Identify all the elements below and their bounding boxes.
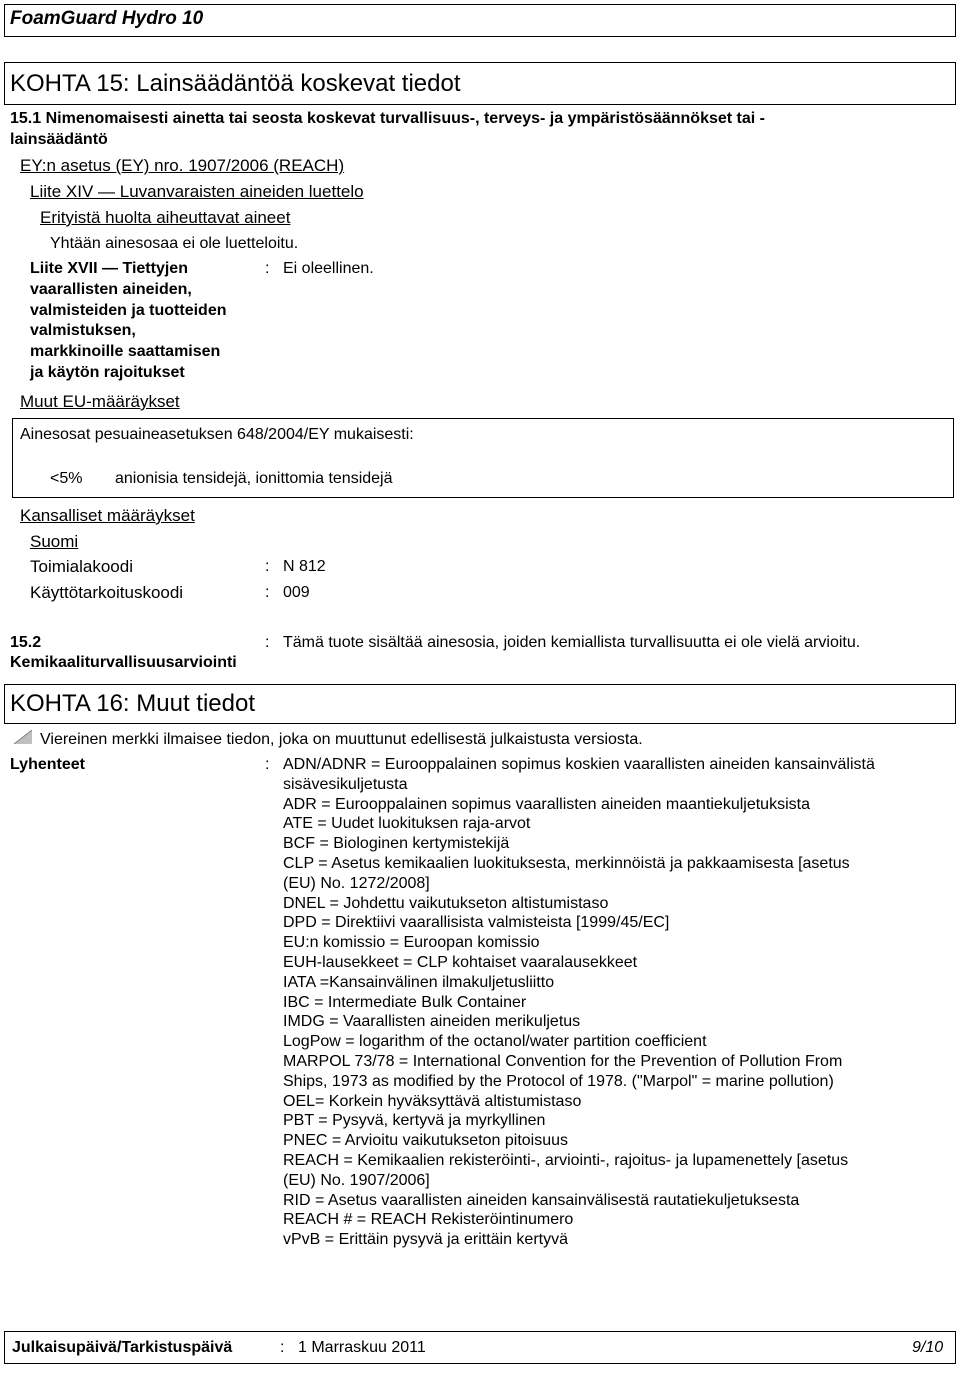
abbreviation-item: DPD = Direktiivi vaarallisista valmisteista [1999/45/EC]	[283, 914, 670, 932]
use-code-value: 009	[283, 584, 310, 601]
abbreviation-item: PBT = Pysyvä, kertyvä ja myrkyllinen	[283, 1112, 546, 1130]
abbreviation-item: REACH # = REACH Rekisteröintinumero	[283, 1211, 574, 1229]
abbreviations-list	[283, 755, 953, 1250]
abbreviation-item: (EU) No. 1907/2006]	[283, 1171, 430, 1189]
abbreviation-item: PNEC = Arvioitu vaikutukseton pitoisuus	[283, 1132, 569, 1150]
section15-title: KOHTA 15: Lainsäädäntöä koskevat tiedot	[10, 70, 461, 97]
abbreviations-label: Lyhenteet	[10, 756, 85, 773]
abbreviation-item: ADR = Eurooppalainen sopimus vaarallisten aineiden maantiekuljetuksista	[283, 795, 810, 813]
abbreviation-item: MARPOL 73/78 = International Convention for the Prevention of Pollution From	[283, 1052, 843, 1070]
annex17-label-line: valmisteiden ja tuotteiden	[30, 302, 227, 319]
annex17-value: Ei oleellinen.	[283, 260, 374, 277]
abbreviation-item: ADN/ADNR = Eurooppalainen sopimus koskien vaarallisten aineiden kansainvälistä	[283, 756, 875, 773]
page-number: 9/10	[912, 1339, 944, 1356]
use-code-label: Käyttötarkoituskoodi	[30, 583, 184, 602]
annex17-label-line: ja käytön rajoitukset	[30, 364, 185, 381]
abbreviation-item: sisävesikuljetusta	[283, 775, 408, 793]
abbreviation-item: EUH-lausekkeet = CLP kohtaiset vaaralausekkeet	[283, 953, 638, 971]
footer-date-label: Julkaisupäivä/Tarkistuspäivä	[12, 1339, 233, 1356]
abbreviation-item: OEL= Korkein hyväksyttävä altistumistaso	[283, 1092, 582, 1110]
annex17-label-line: vaarallisten aineiden,	[30, 281, 192, 298]
abbreviation-item: ATE = Uudet luokituksen raja-arvot	[283, 815, 531, 833]
annex17-label-line: valmistuksen,	[30, 322, 136, 339]
annex17-label-line: Liite XVII — Tiettyjen	[30, 260, 188, 277]
abbreviation-item: IMDG = Vaarallisten aineiden merikuljetus	[283, 1013, 581, 1031]
detergent-text: anionisia tensidejä, ionittomia tensidejä	[115, 470, 393, 487]
country-heading: Suomi	[30, 532, 79, 551]
abbreviation-item: REACH = Kemikaalien rekisteröinti-, arviointi-, rajoitus- ja lupamenettely [asetus	[283, 1151, 849, 1169]
footer-colon: :	[280, 1339, 285, 1356]
abbreviation-item: vPvB = Erittäin pysyvä ja erittäin kertyvä	[283, 1231, 568, 1249]
industry-code-colon: :	[265, 558, 270, 575]
footer-date-value: 1 Marraskuu 2011	[298, 1339, 426, 1356]
annex17-colon: :	[265, 260, 270, 277]
subsection-15-1-line1: 15.1 Nimenomaisesti ainetta tai seosta koskevat turvallisuus-, terveys- ja ympäristösäännökset tai -	[10, 110, 765, 127]
section16-title: KOHTA 16: Muut tiedot	[10, 690, 256, 717]
annex14-heading: Liite XIV — Luvanvaraisten aineiden luettelo	[30, 182, 364, 201]
abbreviation-item: IATA =Kansainvälinen ilmakuljetusliitto	[283, 973, 555, 991]
abbreviation-item: EU:n komissio = Euroopan komissio	[283, 934, 540, 952]
abbreviation-item: Ships, 1973 as modified by the Protocol of 1978. ("Marpol" = marine pollution)	[283, 1072, 834, 1090]
abbreviation-item: LogPow = logarithm of the octanol/water partition coefficient	[283, 1033, 707, 1051]
abbreviations-colon: :	[265, 756, 270, 773]
product-name: FoamGuard Hydro 10	[10, 8, 204, 29]
csa-label-line2: Kemikaaliturvallisuusarviointi	[10, 654, 237, 671]
industry-code-value: N 812	[283, 558, 326, 575]
svhc-heading: Erityistä huolta aiheuttavat aineet	[40, 208, 291, 227]
csa-colon: :	[265, 634, 270, 651]
abbreviation-item: (EU) No. 1272/2008]	[283, 874, 430, 892]
abbreviation-item: BCF = Biologinen kertymistekijä	[283, 835, 510, 853]
abbreviation-item: RID = Asetus vaarallisten aineiden kansainvälisestä rautatiekuljetuksesta	[283, 1191, 800, 1209]
svhc-value: Yhtään ainesosaa ei ole luetteloitu.	[50, 235, 299, 252]
abbreviation-item: IBC = Intermediate Bulk Container	[283, 993, 527, 1011]
annex17-label-line: markkinoille saattamisen	[30, 343, 221, 360]
national-heading: Kansalliset määräykset	[20, 506, 195, 525]
abbreviation-item: DNEL = Johdettu vaikutukseton altistumistaso	[283, 894, 609, 912]
detergent-heading: Ainesosat pesuaineasetuksen 648/2004/EY mukaisesti:	[20, 426, 414, 443]
change-note: Viereinen merkki ilmaisee tiedon, joka on muuttunut edellisestä julkaistusta versiosta.	[40, 731, 643, 748]
detergent-percent: <5%	[50, 470, 83, 487]
industry-code-label: Toimialakoodi	[30, 557, 133, 576]
csa-value: Tämä tuote sisältää ainesosia, joiden kemiallista turvallisuutta ei ole vielä arvioitu.	[283, 634, 861, 651]
csa-label-line1: 15.2	[10, 634, 42, 651]
other-eu-heading: Muut EU-määräykset	[20, 392, 180, 411]
change-marker-icon	[14, 730, 32, 744]
reach-heading: EY:n asetus (EY) nro. 1907/2006 (REACH)	[20, 156, 345, 175]
subsection-15-1-line2: lainsäädäntö	[10, 131, 108, 148]
use-code-colon: :	[265, 584, 270, 601]
abbreviation-item: CLP = Asetus kemikaalien luokituksesta, merkinnöistä ja pakkaamisesta [asetus	[283, 854, 850, 872]
